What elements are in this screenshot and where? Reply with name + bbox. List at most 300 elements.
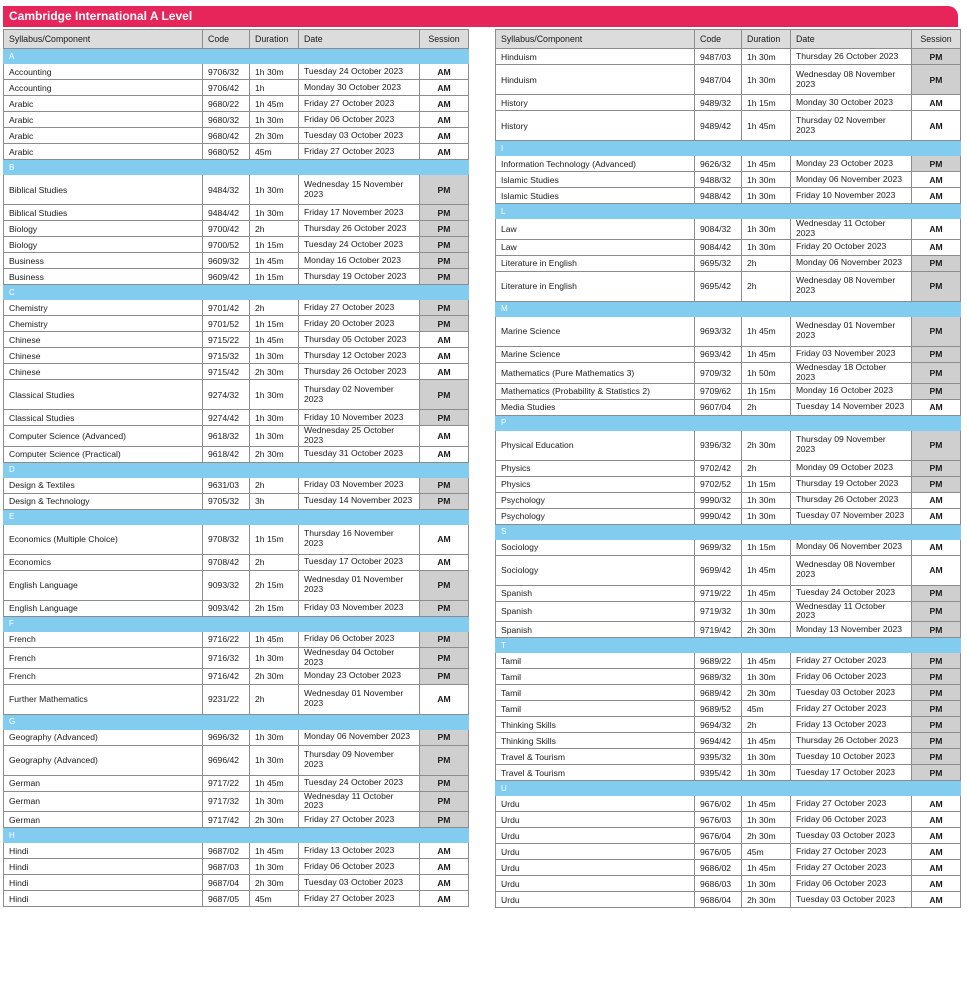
table-row — [4, 64, 469, 80]
session-cell: PM — [420, 477, 469, 493]
duration-cell: 1h 15m — [742, 539, 791, 555]
session-cell: AM — [420, 332, 469, 348]
date-cell: Thursday 09 November 2023 — [299, 745, 420, 775]
syllabus-cell: Further Mathematics — [4, 684, 203, 714]
date-cell: Wednesday 01 November 2023 — [791, 316, 912, 346]
table-row — [4, 647, 469, 668]
table-header-row — [496, 30, 961, 49]
section-letter: M — [496, 301, 961, 316]
date-cell: Friday 27 October 2023 — [299, 891, 420, 907]
date-cell: Thursday 26 October 2023 — [791, 733, 912, 749]
code-cell: 9680/52 — [203, 144, 250, 160]
code-cell: 9687/05 — [203, 891, 250, 907]
session-cell: PM — [420, 269, 469, 285]
date-cell: Wednesday 11 October 2023 — [791, 219, 912, 240]
section-letter: C — [4, 285, 469, 300]
table-row — [4, 812, 469, 828]
duration-cell: 1h 45m — [250, 332, 299, 348]
syllabus-cell: Arabic — [4, 128, 203, 144]
table-row — [496, 65, 961, 95]
syllabus-cell: Media Studies — [496, 399, 695, 415]
session-cell: AM — [912, 188, 961, 204]
code-cell: 9689/52 — [695, 701, 742, 717]
duration-cell: 1h 50m — [742, 362, 791, 383]
code-cell: 9708/42 — [203, 554, 250, 570]
date-cell: Wednesday 11 October 2023 — [299, 791, 420, 812]
title-bar — [3, 6, 958, 27]
code-cell: 9715/42 — [203, 364, 250, 380]
date-cell: Tuesday 03 October 2023 — [791, 828, 912, 844]
section-letter-row — [496, 204, 961, 219]
syllabus-cell: Spanish — [496, 601, 695, 622]
table-row — [4, 380, 469, 410]
duration-cell: 1h 15m — [250, 269, 299, 285]
table-row — [496, 172, 961, 188]
code-cell: 9686/04 — [695, 892, 742, 908]
syllabus-cell: Business — [4, 269, 203, 285]
code-cell: 9709/32 — [695, 362, 742, 383]
section-letter-row — [4, 509, 469, 524]
session-cell: PM — [420, 729, 469, 745]
section-letter: A — [4, 49, 469, 64]
session-cell: AM — [912, 239, 961, 255]
table-row — [4, 144, 469, 160]
duration-cell: 1h 30m — [742, 508, 791, 524]
table-row — [496, 539, 961, 555]
session-cell: AM — [420, 875, 469, 891]
section-letter: D — [4, 462, 469, 477]
date-cell: Tuesday 14 November 2023 — [299, 493, 420, 509]
syllabus-cell: French — [4, 668, 203, 684]
session-cell: PM — [912, 601, 961, 622]
section-letter: S — [496, 524, 961, 539]
header-duration: Duration — [742, 30, 791, 49]
syllabus-cell: Hindi — [4, 891, 203, 907]
table-row — [4, 631, 469, 647]
date-cell: Thursday 26 October 2023 — [299, 221, 420, 237]
code-cell: 9609/32 — [203, 253, 250, 269]
syllabus-cell: Chinese — [4, 348, 203, 364]
date-cell: Friday 13 October 2023 — [791, 717, 912, 733]
table-row — [4, 668, 469, 684]
table-row — [4, 80, 469, 96]
session-cell: PM — [912, 255, 961, 271]
code-cell: 9705/32 — [203, 493, 250, 509]
section-letter-row — [496, 638, 961, 653]
table-row — [496, 828, 961, 844]
session-cell: AM — [912, 399, 961, 415]
session-cell: PM — [912, 430, 961, 460]
code-cell: 9680/22 — [203, 96, 250, 112]
code-cell: 9706/42 — [203, 80, 250, 96]
table-row — [496, 399, 961, 415]
table-row — [4, 112, 469, 128]
session-cell: PM — [912, 622, 961, 638]
code-cell: 9719/32 — [695, 601, 742, 622]
code-cell: 9687/04 — [203, 875, 250, 891]
duration-cell: 2h — [250, 221, 299, 237]
session-cell: AM — [420, 859, 469, 875]
table-row — [496, 271, 961, 301]
code-cell: 9693/42 — [695, 346, 742, 362]
table-row — [4, 253, 469, 269]
table-row — [4, 446, 469, 462]
syllabus-cell: History — [496, 111, 695, 141]
code-cell: 9489/32 — [695, 95, 742, 111]
date-cell: Friday 27 October 2023 — [791, 844, 912, 860]
syllabus-cell: Urdu — [496, 828, 695, 844]
duration-cell: 2h — [742, 717, 791, 733]
duration-cell: 1h 30m — [250, 175, 299, 205]
date-cell: Friday 06 October 2023 — [299, 112, 420, 128]
duration-cell: 2h — [742, 271, 791, 301]
table-row — [496, 601, 961, 622]
date-cell: Tuesday 17 October 2023 — [791, 765, 912, 781]
duration-cell: 2h 30m — [250, 668, 299, 684]
code-cell: 9701/42 — [203, 300, 250, 316]
table-row — [496, 316, 961, 346]
syllabus-cell: Urdu — [496, 812, 695, 828]
table-row — [496, 685, 961, 701]
date-cell: Tuesday 07 November 2023 — [791, 508, 912, 524]
syllabus-cell: Literature in English — [496, 271, 695, 301]
duration-cell: 2h 30m — [742, 892, 791, 908]
session-cell: AM — [912, 539, 961, 555]
table-row — [4, 600, 469, 616]
table-row — [496, 239, 961, 255]
table-row — [496, 555, 961, 585]
session-cell: PM — [912, 585, 961, 601]
session-cell: AM — [420, 446, 469, 462]
session-cell: PM — [420, 812, 469, 828]
session-cell: PM — [420, 237, 469, 253]
date-cell: Friday 27 October 2023 — [791, 653, 912, 669]
code-cell: 9676/05 — [695, 844, 742, 860]
code-cell: 9719/42 — [695, 622, 742, 638]
duration-cell: 45m — [742, 701, 791, 717]
table-row — [4, 859, 469, 875]
duration-cell: 1h 30m — [250, 410, 299, 426]
session-cell: PM — [420, 791, 469, 812]
table-row — [4, 791, 469, 812]
duration-cell: 2h — [250, 477, 299, 493]
session-cell: PM — [912, 717, 961, 733]
syllabus-cell: Urdu — [496, 844, 695, 860]
date-cell: Friday 06 October 2023 — [791, 669, 912, 685]
table-row — [4, 364, 469, 380]
date-cell: Thursday 19 October 2023 — [791, 476, 912, 492]
syllabus-cell: Chinese — [4, 364, 203, 380]
duration-cell: 45m — [250, 144, 299, 160]
code-cell: 9689/32 — [695, 669, 742, 685]
session-cell: AM — [912, 860, 961, 876]
table-row — [4, 96, 469, 112]
duration-cell: 1h 45m — [250, 631, 299, 647]
table-row — [4, 426, 469, 447]
date-cell: Friday 03 November 2023 — [299, 477, 420, 493]
table-row — [4, 843, 469, 859]
section-letter: G — [4, 714, 469, 729]
header-code: Code — [203, 30, 250, 49]
table-row — [496, 876, 961, 892]
date-cell: Tuesday 24 October 2023 — [299, 775, 420, 791]
duration-cell: 1h 30m — [250, 859, 299, 875]
duration-cell: 1h 30m — [742, 172, 791, 188]
session-cell: AM — [420, 348, 469, 364]
session-cell: PM — [912, 49, 961, 65]
section-letter-row — [496, 524, 961, 539]
session-cell: PM — [912, 476, 961, 492]
syllabus-cell: German — [4, 791, 203, 812]
code-cell: 9696/32 — [203, 729, 250, 745]
duration-cell: 2h — [742, 460, 791, 476]
session-cell: AM — [420, 426, 469, 447]
code-cell: 9631/03 — [203, 477, 250, 493]
date-cell: Thursday 12 October 2023 — [299, 348, 420, 364]
date-cell: Friday 06 October 2023 — [299, 631, 420, 647]
syllabus-cell: Hindi — [4, 859, 203, 875]
syllabus-cell: French — [4, 631, 203, 647]
date-cell: Monday 30 October 2023 — [299, 80, 420, 96]
table-row — [4, 554, 469, 570]
syllabus-cell: Islamic Studies — [496, 172, 695, 188]
session-cell: AM — [420, 684, 469, 714]
syllabus-cell: German — [4, 775, 203, 791]
duration-cell: 1h 30m — [742, 492, 791, 508]
date-cell: Friday 27 October 2023 — [299, 812, 420, 828]
session-cell: AM — [420, 112, 469, 128]
table-row — [4, 745, 469, 775]
code-cell: 9686/02 — [695, 860, 742, 876]
table-row — [4, 775, 469, 791]
syllabus-cell: Spanish — [496, 585, 695, 601]
date-cell: Monday 13 November 2023 — [791, 622, 912, 638]
duration-cell: 1h 30m — [742, 601, 791, 622]
duration-cell: 2h 15m — [250, 570, 299, 600]
session-cell: AM — [420, 524, 469, 554]
session-cell: PM — [420, 253, 469, 269]
header-date: Date — [791, 30, 912, 49]
code-cell: 9396/32 — [695, 430, 742, 460]
code-cell: 9709/62 — [695, 383, 742, 399]
date-cell: Wednesday 08 November 2023 — [791, 271, 912, 301]
session-cell: AM — [420, 80, 469, 96]
syllabus-cell: Hinduism — [496, 65, 695, 95]
code-cell: 9701/52 — [203, 316, 250, 332]
date-cell: Tuesday 10 October 2023 — [791, 749, 912, 765]
session-cell: PM — [912, 733, 961, 749]
section-letter: U — [496, 781, 961, 796]
date-cell: Wednesday 18 October 2023 — [791, 362, 912, 383]
syllabus-cell: Hinduism — [496, 49, 695, 65]
session-cell: PM — [912, 701, 961, 717]
syllabus-cell: Physical Education — [496, 430, 695, 460]
duration-cell: 1h 30m — [250, 112, 299, 128]
table-row — [4, 493, 469, 509]
date-cell: Thursday 19 October 2023 — [299, 269, 420, 285]
code-cell: 9990/32 — [695, 492, 742, 508]
section-letter-row — [4, 714, 469, 729]
syllabus-cell: Mathematics (Pure Mathematics 3) — [496, 362, 695, 383]
date-cell: Friday 10 November 2023 — [299, 410, 420, 426]
duration-cell: 2h 30m — [250, 364, 299, 380]
syllabus-cell: Economics — [4, 554, 203, 570]
table-row — [496, 95, 961, 111]
date-cell: Friday 06 October 2023 — [791, 812, 912, 828]
header-syllabus: Syllabus/Component — [4, 30, 203, 49]
section-letter: L — [496, 204, 961, 219]
date-cell: Wednesday 08 November 2023 — [791, 65, 912, 95]
syllabus-cell: Design & Technology — [4, 493, 203, 509]
date-cell: Thursday 16 November 2023 — [299, 524, 420, 554]
table-row — [4, 875, 469, 891]
duration-cell: 1h 30m — [250, 64, 299, 80]
date-cell: Wednesday 01 November 2023 — [299, 570, 420, 600]
table-row — [4, 205, 469, 221]
section-letter-row — [4, 285, 469, 300]
syllabus-cell: Urdu — [496, 860, 695, 876]
section-letter: B — [4, 160, 469, 175]
date-cell: Friday 27 October 2023 — [299, 300, 420, 316]
code-cell: 9484/42 — [203, 205, 250, 221]
table-row — [496, 717, 961, 733]
syllabus-cell: Arabic — [4, 144, 203, 160]
duration-cell: 1h 30m — [250, 426, 299, 447]
syllabus-cell: Geography (Advanced) — [4, 729, 203, 745]
table-row — [496, 860, 961, 876]
table-header-row — [4, 30, 469, 49]
duration-cell: 1h 30m — [742, 239, 791, 255]
table-row — [496, 585, 961, 601]
duration-cell: 45m — [250, 891, 299, 907]
section-letter-row — [4, 616, 469, 631]
syllabus-cell: Biblical Studies — [4, 175, 203, 205]
code-cell: 9680/32 — [203, 112, 250, 128]
date-cell: Friday 03 November 2023 — [299, 600, 420, 616]
syllabus-cell: French — [4, 647, 203, 668]
date-cell: Monday 23 October 2023 — [791, 156, 912, 172]
date-cell: Monday 23 October 2023 — [299, 668, 420, 684]
section-letter-row — [4, 160, 469, 175]
syllabus-cell: Psychology — [496, 492, 695, 508]
syllabus-cell: Travel & Tourism — [496, 765, 695, 781]
date-cell: Friday 06 October 2023 — [299, 859, 420, 875]
table-row — [496, 622, 961, 638]
table-row — [496, 156, 961, 172]
duration-cell: 1h 45m — [250, 775, 299, 791]
date-cell: Tuesday 14 November 2023 — [791, 399, 912, 415]
code-cell: 9990/42 — [695, 508, 742, 524]
duration-cell: 1h 15m — [250, 524, 299, 554]
code-cell: 9676/02 — [695, 796, 742, 812]
syllabus-cell: Chinese — [4, 332, 203, 348]
session-cell: AM — [912, 796, 961, 812]
code-cell: 9680/42 — [203, 128, 250, 144]
table-row — [496, 111, 961, 141]
session-cell: PM — [420, 647, 469, 668]
syllabus-cell: Tamil — [496, 669, 695, 685]
timetable-right — [495, 29, 961, 908]
header-duration: Duration — [250, 30, 299, 49]
syllabus-cell: Sociology — [496, 555, 695, 585]
date-cell: Thursday 02 November 2023 — [299, 380, 420, 410]
syllabus-cell: English Language — [4, 600, 203, 616]
session-cell: AM — [912, 492, 961, 508]
duration-cell: 1h 15m — [250, 316, 299, 332]
duration-cell: 1h 45m — [742, 860, 791, 876]
session-cell: AM — [912, 111, 961, 141]
date-cell: Friday 27 October 2023 — [299, 96, 420, 112]
duration-cell: 1h 15m — [742, 383, 791, 399]
date-cell: Tuesday 03 October 2023 — [299, 875, 420, 891]
table-row — [496, 346, 961, 362]
date-cell: Wednesday 15 November 2023 — [299, 175, 420, 205]
syllabus-cell: Thinking Skills — [496, 717, 695, 733]
duration-cell: 1h 30m — [250, 647, 299, 668]
syllabus-cell: Chemistry — [4, 316, 203, 332]
code-cell: 9695/42 — [695, 271, 742, 301]
table-row — [4, 684, 469, 714]
code-cell: 9693/32 — [695, 316, 742, 346]
section-letter-row — [4, 49, 469, 64]
duration-cell: 1h 45m — [742, 653, 791, 669]
session-cell: PM — [420, 316, 469, 332]
duration-cell: 45m — [742, 844, 791, 860]
session-cell: AM — [912, 876, 961, 892]
syllabus-cell: Physics — [496, 476, 695, 492]
code-cell: 9274/42 — [203, 410, 250, 426]
code-cell: 9488/42 — [695, 188, 742, 204]
date-cell: Tuesday 24 October 2023 — [791, 585, 912, 601]
code-cell: 9488/32 — [695, 172, 742, 188]
session-cell: AM — [912, 555, 961, 585]
code-cell: 9487/03 — [695, 49, 742, 65]
code-cell: 9607/04 — [695, 399, 742, 415]
duration-cell: 2h — [250, 554, 299, 570]
duration-cell: 1h 45m — [742, 796, 791, 812]
table-row — [496, 460, 961, 476]
syllabus-cell: Chemistry — [4, 300, 203, 316]
table-row — [496, 362, 961, 383]
code-cell: 9689/42 — [695, 685, 742, 701]
session-cell: PM — [912, 749, 961, 765]
session-cell: PM — [912, 346, 961, 362]
duration-cell: 1h 30m — [742, 49, 791, 65]
duration-cell: 1h 45m — [742, 156, 791, 172]
date-cell: Monday 16 October 2023 — [299, 253, 420, 269]
session-cell: PM — [420, 380, 469, 410]
page-title: Cambridge International A Level — [9, 9, 193, 23]
syllabus-cell: Mathematics (Probability & Statistics 2) — [496, 383, 695, 399]
duration-cell: 2h — [742, 399, 791, 415]
duration-cell: 2h 30m — [250, 446, 299, 462]
code-cell: 9676/03 — [695, 812, 742, 828]
session-cell: PM — [420, 775, 469, 791]
session-cell: PM — [420, 410, 469, 426]
table-row — [496, 219, 961, 240]
date-cell: Thursday 26 October 2023 — [299, 364, 420, 380]
code-cell: 9702/42 — [695, 460, 742, 476]
session-cell: AM — [912, 172, 961, 188]
date-cell: Wednesday 01 November 2023 — [299, 684, 420, 714]
duration-cell: 2h 30m — [250, 812, 299, 828]
duration-cell: 1h 45m — [742, 733, 791, 749]
code-cell: 9719/22 — [695, 585, 742, 601]
syllabus-cell: Accounting — [4, 64, 203, 80]
duration-cell: 2h 30m — [742, 828, 791, 844]
date-cell: Friday 10 November 2023 — [791, 188, 912, 204]
session-cell: PM — [912, 653, 961, 669]
